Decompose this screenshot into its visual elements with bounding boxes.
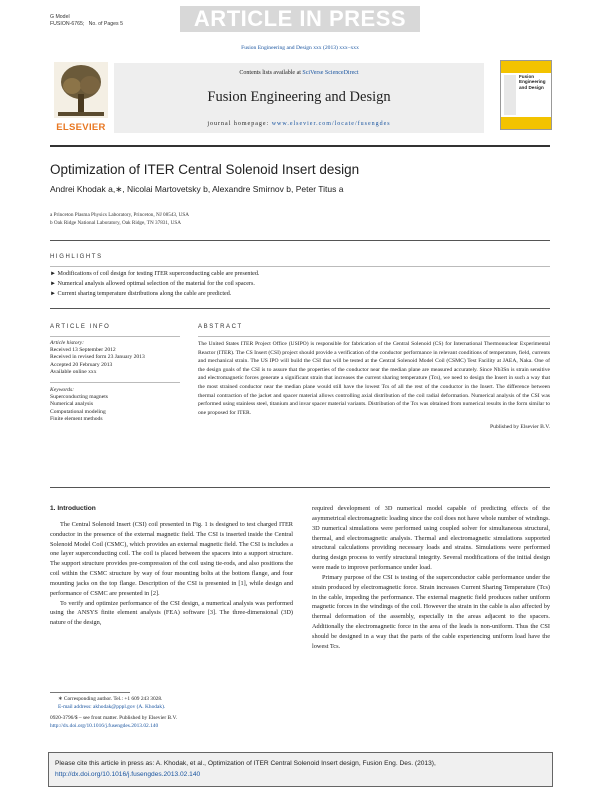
highlights-label: HIGHLIGHTS	[50, 254, 103, 260]
citation-doi-link[interactable]: http://dx.doi.org/10.1016/j.fusengdes.2013.02.140	[55, 771, 201, 778]
publisher-name: ELSEVIER	[56, 122, 106, 133]
history-accepted: Accepted 20 February 2013	[50, 361, 113, 368]
keyword-4: Finite element methods	[50, 415, 103, 422]
affiliation-b: b Oak Ridge National Laboratory, Oak Ridge, TN 37831, USA	[50, 220, 181, 226]
citation-text: Please cite this article in press as: A. Khodak, et al., Optimization of ITER Central Solenoid Insert design, Fusion Eng. Des. (2013),	[55, 760, 436, 767]
highlight-item-1: ► Modifications of coil design for testing ITER superconducting cable are presented.	[50, 271, 260, 277]
author-list: Andrei Khodak a,∗, Nicolai Martovetsky b, Alexandre Smirnov b, Peter Titus a	[50, 184, 344, 194]
article-ref: FUSION-6765;	[50, 21, 85, 27]
cover-title: Fusion Engineering and Design	[519, 74, 546, 90]
intro-paragraph-4: Primary purpose of the CSI is testing of the superconductor cable performance under the strain produced by electromagnetic force. Strain increases Current Sharing Temperature (Tcs) in the cable, impeding the performance. The external magnetic field produces rather uniform magnetic forces in the windings of the coil. However the strain in the cable is also affected by thermal deformation of the assembly, especially in the areas adjacent to the spacers. Additionally the electromagnetic force in the area of the leads is non-uniform. Thus the CSI should be designed in a way that the parts of the cable experiencing uniform load have the lowest Tcs.	[312, 573, 550, 650]
highlights-rule-top	[50, 240, 550, 241]
intro-paragraph-1: The Central Solenoid Insert (CSI) coil presented in Fig. 1 is designed to test charged ITER conductor in the presence of the external magnetic field. The CSI is inserted inside the Central Solenoid Model Coil (CSMC), which provides an external magnetic field. The CSI is includes a one layer superconducting coil. The coil is placed between the spacers into a support structure. The support structure provides pre-compression of the coil using tie-rods, and also positions the coil within the CSMC structure by way of four mounting bolts at the bottom flange, and four mounting jacks on the top flange. Description of the CSI is presented in [1], while design and performance of CSMC are presented in [2].	[50, 520, 293, 597]
published-by: Published by Elsevier B.V.	[489, 424, 550, 431]
intro-right-column	[312, 504, 550, 652]
citation-box	[48, 752, 553, 787]
model-label: G Model	[50, 14, 70, 20]
abstract-text: The United States ITER Project Office (USIPO) is responsible for fabrication of the Central Solenoid (CS) for International Thermonuclear Experimental Reactor (ITER). The CS Insert (CSI) project should provide a verification of the conductor performance in relevant conditions of temperature, field, currents and mechanical strain. The US IPO will build the CSI that will be tested at the Central Solenoid Model Coil (CSMC) Test Facility at JAEA, Naka. One of the design goals of the CSI is to assure that the properties of the conductor near the median plane are measured accurately. Since Nb3Sn is strain sensitive and electromagnetic forces generate a significant strain that increases the current sharing temperature (Tcs), we need to design the Insert in such a way that the most strained conductor near the median plane would still have the lowest Tcs of all the rest of the conductor in the Insert. The difference between thermal contraction of the jacket and spacer material allows controlling axial distribution of the coil radial deformation. Numerical analysis of the CSI was performed using stainless steel, titanium and invar spacer material variants. Distribution of the Tcs was obtained from numerical results in the form similar to one proposed for ITER.	[198, 341, 550, 416]
history-revised: Received in revised form 23 January 2013	[50, 354, 145, 361]
history-label: Article history:	[50, 340, 85, 346]
homepage-link[interactable]: www.elsevier.com/locate/fusengdes	[271, 121, 391, 127]
journal-cover-thumbnail[interactable]	[500, 60, 552, 130]
affiliation-a: a Princeton Plasma Physics Laboratory, Princeton, NJ 08543, USA	[50, 212, 189, 218]
homepage-prefix: journal homepage:	[207, 121, 270, 127]
intro-paragraph-3: required development of 3D numerical model capable of predicting effects of the asymmetrical electromagnetic loading since the coil does not have whole number of windings. 3D numerical simulations were performed using coupled solver for simultaneous structural, thermal, and electromagnetic analysis. Thermal and electromagnetic simulations supported structural calculations providing necessary loads and strains. Simulations were performed during design process to verify structural integrity. Several modifications of the initial design were made to improve performance under load.	[312, 505, 550, 572]
doi-link[interactable]: http://dx.doi.org/10.1016/j.fusengdes.2013.02.140	[50, 722, 159, 729]
author-email[interactable]: E-mail address: akhodak@pppl.gov (A. Khodak).	[58, 703, 166, 710]
elsevier-logo[interactable]	[50, 60, 112, 136]
intro-left-column	[50, 504, 293, 628]
intro-paragraph-2: To verify and optimize performance of the CSI design, a numerical analysis was performed using the ANSYS finite element analysis (FEA) software [3]. The three-dimensional (3D) nature of the design,	[50, 599, 293, 627]
article-info-label: ARTICLE INFO	[50, 324, 111, 330]
highlight-item-3: ► Current sharing temperature distributions along the cable are predicted.	[50, 291, 232, 297]
issn-line: 0920-3796/$ – see front matter. Published by Elsevier B.V.	[50, 715, 178, 722]
highlight-item-2: ► Numerical analysis allowed optimal selection of the material for the coil spacers.	[50, 281, 255, 287]
intro-heading: 1. Introduction	[50, 505, 96, 512]
keyword-1: Superconducting magnets	[50, 394, 108, 401]
keywords-label: Keywords:	[50, 387, 75, 394]
article-in-press-banner: ARTICLE IN PRESS	[180, 6, 420, 32]
abstract-body	[198, 340, 550, 432]
keyword-2: Numerical analysis	[50, 401, 94, 408]
article-info	[50, 340, 180, 423]
header-rule	[50, 145, 550, 147]
journal-reference[interactable]: Fusion Engineering and Design xxx (2013) xxx–xxx	[241, 45, 359, 51]
contents-prefix: Contents lists available at	[239, 70, 301, 76]
header-meta	[50, 14, 123, 28]
journal-title-box	[114, 63, 484, 133]
history-received: Received 13 September 2012	[50, 347, 116, 354]
article-title: Optimization of ITER Central Solenoid Insert design	[50, 162, 360, 177]
footnotes	[50, 696, 293, 730]
corresponding-author: ∗ Corresponding author. Tel.: +1 609 243 3028.	[58, 696, 163, 702]
sciencedirect-link[interactable]: SciVerse ScienceDirect	[302, 70, 359, 76]
keyword-3: Computational modeling	[50, 408, 106, 415]
journal-name: Fusion Engineering and Design	[207, 89, 391, 105]
page-count: No. of Pages 5	[88, 21, 123, 27]
journal-header	[50, 60, 550, 136]
abstract-label: ABSTRACT	[198, 324, 243, 330]
history-online: Available online xxx	[50, 368, 97, 375]
